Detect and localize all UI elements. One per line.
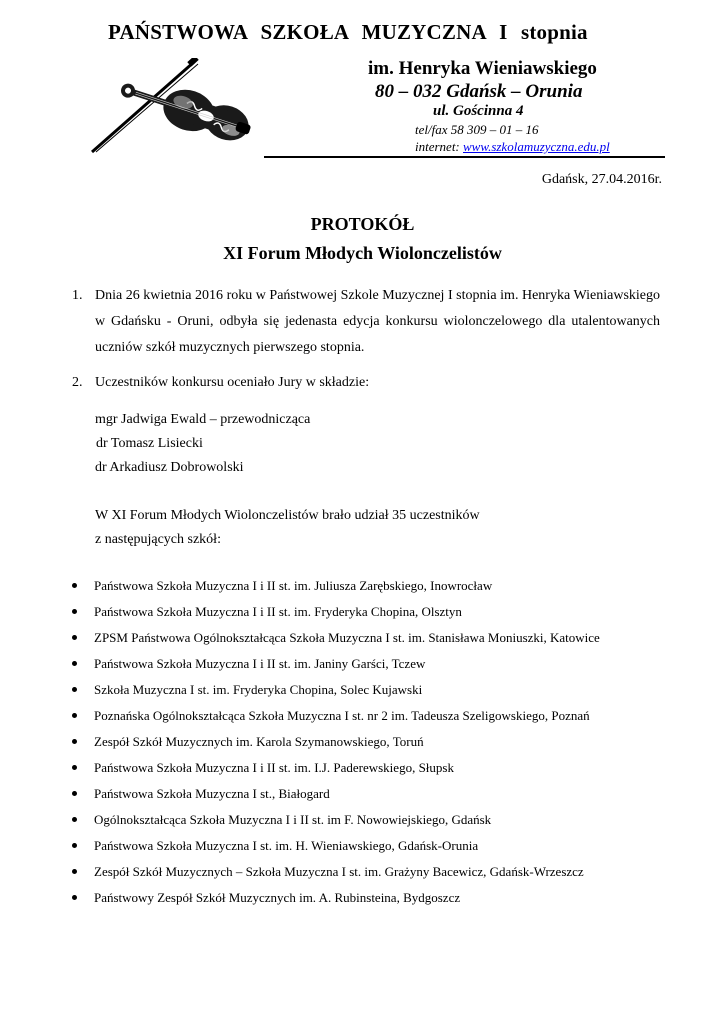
list-item [72, 757, 600, 783]
bullet-icon [72, 661, 77, 666]
school-entry: Państwowa Szkoła Muzyczna I i II st. im. I.J. Paderewskiego, Słupsk [94, 760, 454, 775]
point-1 [72, 283, 660, 361]
bullet-icon [72, 583, 77, 588]
bullet-icon [72, 739, 77, 744]
school-entry: Zespół Szkół Muzycznych im. Karola Szymanowskiego, Toruń [94, 734, 424, 749]
jury-member: dr Arkadiusz Dobrowolski [95, 460, 244, 475]
school-entry: Państwowa Szkoła Muzyczna I st. im. H. Wieniawskiego, Gdańsk-Orunia [94, 838, 479, 853]
document-date: Gdańsk, 27.04.2016r. [541, 172, 662, 187]
bullet-icon [72, 843, 77, 848]
bullet-icon [72, 869, 77, 874]
participants-intro [95, 504, 480, 552]
bullet-icon [72, 713, 77, 718]
list-item [72, 809, 600, 835]
document-title: PROTOKÓŁ [310, 214, 415, 234]
header-divider [264, 156, 665, 158]
bullet-icon [72, 895, 77, 900]
bullet-icon [72, 687, 77, 692]
list-item [72, 601, 600, 627]
list-item [72, 627, 600, 653]
point-2 [72, 370, 660, 396]
school-website [415, 139, 610, 155]
intro-line: z następujących szkół: [95, 532, 221, 547]
schools-list [72, 575, 600, 913]
intro-line: W XI Forum Młodych Wiolonczelistów brało udział 35 uczestników [95, 508, 480, 523]
list-item [72, 653, 600, 679]
violin-icon [88, 58, 268, 154]
list-item [72, 679, 600, 705]
point-text: Dnia 26 kwietnia 2016 roku w Państwowej Szkole Muzycznej I stopnia im. Henryka Wieniawskiego w Gdańsku - Oruni, odbyła się jedenasta edycja konkursu wiolonczelowego dla utalentowanych uczniów szkół muzycznych pierwszego stopnia. [95, 288, 660, 355]
bullet-icon [72, 817, 77, 822]
list-item [72, 731, 600, 757]
website-link[interactable]: www.szkolamuzyczna.edu.pl [463, 139, 610, 154]
jury-list [95, 408, 310, 480]
bullet-icon [72, 635, 77, 640]
point-text: Uczestników konkursu oceniało Jury w składzie: [95, 375, 370, 390]
school-phone: tel/fax 58 309 – 01 – 16 [415, 122, 539, 137]
school-postal-address: 80 – 032 Gdańsk – Orunia [375, 81, 583, 102]
list-item [72, 887, 600, 913]
bullet-icon [72, 609, 77, 614]
school-patron: im. Henryka Wieniawskiego [368, 58, 597, 79]
jury-member: dr Tomasz Lisiecki [96, 436, 203, 451]
jury-member: mgr Jadwiga Ewald – przewodnicząca [95, 412, 311, 427]
list-item [72, 783, 600, 809]
point-number: 2. [72, 375, 83, 390]
list-item [72, 705, 600, 731]
school-entry: ZPSM Państwowa Ogólnokształcąca Szkoła Muzyczna I st. im. Stanisława Moniuszki, Katowice [94, 630, 600, 645]
school-entry: Szkoła Muzyczna I st. im. Fryderyka Chopina, Solec Kujawski [94, 682, 423, 697]
bullet-icon [72, 765, 77, 770]
school-entry: Państwowa Szkoła Muzyczna I i II st. im. Janiny Garści, Tczew [94, 656, 426, 671]
school-name: PAŃSTWOWA SZKOŁA MUZYCZNA I stopnia [108, 20, 588, 44]
school-entry: Państwowa Szkoła Muzyczna I i II st. im. Juliusza Zarębskiego, Inowrocław [94, 578, 493, 593]
website-label: internet: [415, 139, 464, 154]
list-item [72, 861, 600, 887]
school-entry: Państwowa Szkoła Muzyczna I st., Białogard [94, 786, 330, 801]
point-number: 1. [72, 288, 83, 303]
school-entry: Poznańska Ogólnokształcąca Szkoła Muzyczna I st. nr 2 im. Tadeusza Szeligowskiego, Poznań [94, 708, 590, 723]
school-entry: Państwowa Szkoła Muzyczna I i II st. im. Fryderyka Chopina, Olsztyn [94, 604, 462, 619]
school-entry: Państwowy Zespół Szkół Muzycznych im. A. Rubinsteina, Bydgoszcz [94, 890, 461, 905]
school-entry: Ogólnokształcąca Szkoła Muzyczna I i II st. im F. Nowowiejskiego, Gdańsk [94, 812, 492, 827]
document-subtitle: XI Forum Młodych Wiolonczelistów [223, 243, 502, 263]
list-item [72, 835, 600, 861]
bullet-icon [72, 791, 77, 796]
list-item [72, 575, 600, 601]
school-entry: Zespół Szkół Muzycznych – Szkoła Muzyczna I st. im. Grażyny Bacewicz, Gdańsk-Wrzeszcz [94, 864, 584, 879]
school-street: ul. Gościnna 4 [433, 103, 524, 119]
